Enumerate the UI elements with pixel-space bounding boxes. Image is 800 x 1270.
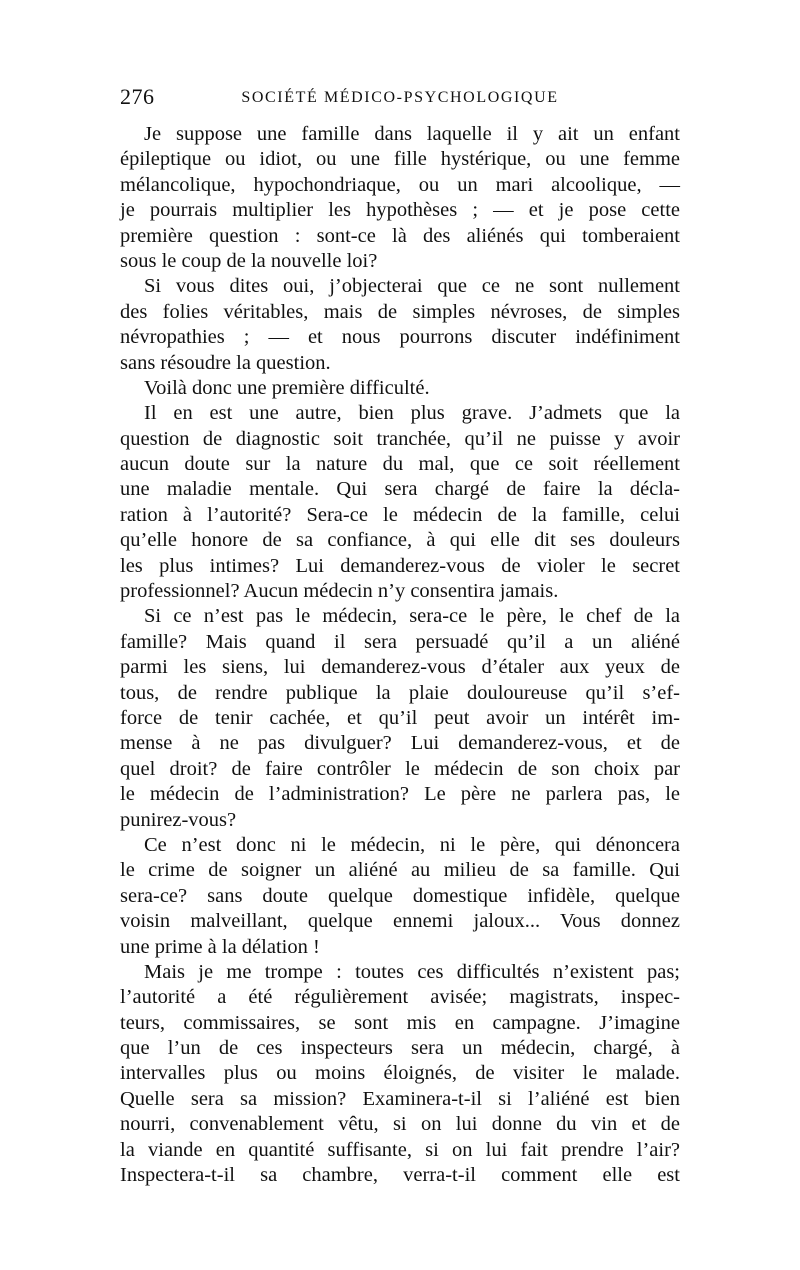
text-line: nourri, convenablement vêtu, si on lui donne du vin et de bbox=[120, 1113, 680, 1136]
text-line: Voilà donc une première difficulté. bbox=[144, 376, 430, 399]
text-line: teurs, commissaires, se sont mis en campagne. J’imagine bbox=[120, 1011, 680, 1034]
text-line: les plus intimes? Lui demanderez-vous de violer le secret bbox=[120, 554, 680, 577]
text-line: force de tenir cachée, et qu’il peut avoir un intérêt im- bbox=[120, 706, 680, 729]
text-line: Si vous dites oui, j’objecterai que ce ne sont nullement bbox=[144, 275, 680, 298]
text-line: professionnel? Aucun médecin n’y consentira jamais. bbox=[120, 580, 559, 603]
text-line: Il en est une autre, bien plus grave. J’admets que la bbox=[144, 402, 680, 425]
text-line: une maladie mentale. Qui sera chargé de faire la décla- bbox=[120, 478, 680, 501]
text-line: Inspectera-t-il sa chambre, verra-t-il comment elle est bbox=[120, 1164, 680, 1187]
text-line: Si ce n’est pas le médecin, sera-ce le père, le chef de la bbox=[144, 605, 680, 628]
text-line: que l’un de ces inspecteurs sera un médecin, chargé, à bbox=[120, 1037, 680, 1060]
text-line: épileptique ou idiot, ou une fille hystérique, ou une femme bbox=[120, 148, 680, 171]
page-header bbox=[120, 82, 680, 112]
text-line: voisin malveillant, quelque ennemi jaloux... Vous donnez bbox=[120, 910, 680, 933]
text-line: question de diagnostic soit tranchée, qu’il ne puisse y avoir bbox=[120, 427, 680, 450]
text-line: l’autorité a été régulièrement avisée; magistrats, inspec- bbox=[120, 986, 680, 1009]
text-line: le médecin de l’administration? Le père ne parlera pas, le bbox=[120, 783, 680, 806]
text-line: névropathies ; — et nous pourrons discuter indéfiniment bbox=[120, 326, 680, 349]
text-line: sans résoudre la question. bbox=[120, 351, 331, 374]
text-line: intervalles plus ou moins éloignés, de visiter le malade. bbox=[120, 1062, 680, 1085]
text-line: Mais je me trompe : toutes ces difficultés n’existent pas; bbox=[144, 960, 680, 983]
text-line: première question : sont-ce là des aliénés qui tomberaient bbox=[120, 224, 680, 247]
text-line: aucun doute sur la nature du mal, que ce soit réellement bbox=[120, 453, 680, 476]
body-text bbox=[120, 122, 680, 1188]
text-line: parmi les siens, lui demanderez-vous d’étaler aux yeux de bbox=[120, 656, 680, 679]
text-line: la viande en quantité suffisante, si on lui fait prendre l’air? bbox=[120, 1138, 680, 1161]
text-line: mense à ne pas divulguer? Lui demanderez-vous, et de bbox=[120, 732, 680, 755]
text-line: tous, de rendre publique la plaie douloureuse qu’il s’ef- bbox=[120, 681, 680, 704]
text-line: Je suppose une famille dans laquelle il y ait un enfant bbox=[144, 123, 680, 145]
text-line: punirez-vous? bbox=[120, 808, 237, 831]
text-line: qu’elle honore de sa confiance, à qui elle dit ses douleurs bbox=[120, 529, 680, 552]
running-title: SOCIÉTÉ MÉDICO-PSYCHOLOGIQUE bbox=[241, 89, 559, 106]
text-line: Ce n’est donc ni le médecin, ni le père, qui dénoncera bbox=[144, 833, 680, 856]
text-line: le crime de soigner un aliéné au milieu de sa famille. Qui bbox=[120, 859, 680, 882]
text-line: des folies véritables, mais de simples névroses, de simples bbox=[120, 300, 680, 323]
text-line: sous le coup de la nouvelle loi? bbox=[120, 249, 378, 272]
text-line: une prime à la délation ! bbox=[120, 935, 320, 958]
text-line: Quelle sera sa mission? Examinera-t-il si l’aliéné est bien bbox=[120, 1087, 680, 1110]
text-line: je pourrais multiplier les hypothèses ; — et je pose cette bbox=[120, 199, 680, 222]
text-line: sera-ce? sans doute quelque domestique infidèle, quelque bbox=[120, 884, 680, 907]
text-line: ration à l’autorité? Sera-ce le médecin de la famille, celui bbox=[120, 503, 680, 526]
page-number: 276 bbox=[120, 84, 155, 109]
text-line: quel droit? de faire contrôler le médecin de son choix par bbox=[120, 757, 680, 780]
text-line: famille? Mais quand il sera persuadé qu’il a un aliéné bbox=[120, 630, 680, 653]
text-line: mélancolique, hypochondriaque, ou un mari alcoolique, — bbox=[120, 173, 680, 196]
